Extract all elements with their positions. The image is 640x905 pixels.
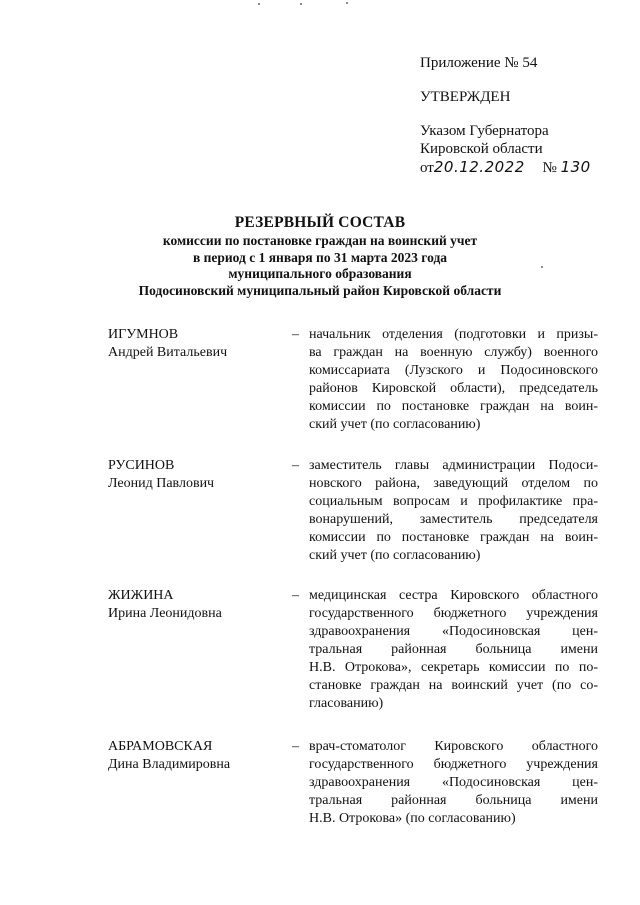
description-line: новского района, заведующий отделом по xyxy=(309,476,598,491)
decree-line-2: Кировской области xyxy=(420,141,543,157)
description-line: заместитель главы администрации Подоси- xyxy=(309,458,598,473)
member-name xyxy=(108,738,288,774)
member-surname: РУСИНОВ xyxy=(108,458,175,473)
description-line: начальник отделения (подготовки и призы- xyxy=(309,327,598,342)
member-given-names: Дина Владимировна xyxy=(108,757,231,772)
description-line: Н.В. Отрокова», секретарь комиссии по по- xyxy=(309,660,598,675)
member-surname: ИГУМНОВ xyxy=(108,327,179,342)
member-surname: АБРАМОВСКАЯ xyxy=(108,739,213,754)
appendix-number: Приложение № 54 xyxy=(420,55,538,71)
description-line: государственного бюджетного учреждения xyxy=(309,606,598,621)
list-item xyxy=(108,738,598,828)
member-description xyxy=(309,457,598,565)
member-given-names: Леонид Павлович xyxy=(108,476,215,491)
list-item xyxy=(108,457,598,565)
description-line: ва граждан на военную службу) военного xyxy=(309,345,598,360)
member-description xyxy=(309,738,598,828)
description-line: медицинская сестра Кировского областного xyxy=(309,588,598,603)
title-line-5: Подосиновский муниципальный район Кировской области xyxy=(138,282,502,298)
member-description xyxy=(309,587,598,713)
member-name xyxy=(108,326,288,362)
member-given-names: Ирина Леонидовна xyxy=(108,606,222,621)
approved-stamp-text: УТВЕРЖДЕН xyxy=(420,89,511,105)
description-line: гласованию) xyxy=(309,696,384,711)
list-item xyxy=(108,587,598,713)
member-list xyxy=(108,326,598,828)
description-line: врач-стоматолог Кировского областного xyxy=(309,739,598,754)
description-line: ский учет (по согласованию) xyxy=(309,417,481,432)
number-label: № xyxy=(542,160,557,176)
title-line-2: комиссии по постановке граждан на воинский учет xyxy=(162,233,478,248)
handwritten-number: 130 xyxy=(560,158,591,176)
description-line: комиссии по постановке граждан на воин- xyxy=(309,530,598,545)
scan-speck xyxy=(346,2,348,4)
title-line-3: в период с 1 января по 31 марта 2023 года xyxy=(192,249,448,265)
description-line: комиссии по постановке граждан на воин- xyxy=(309,399,598,414)
description-line: становке граждан на воинский учет (по со- xyxy=(309,678,598,693)
member-given-names: Андрей Витальевич xyxy=(108,345,228,360)
description-line: государственного бюджетного учреждения xyxy=(309,757,598,772)
description-line: тральная районная больница имени xyxy=(309,642,598,657)
title-heading: РЕЗЕРВНЫЙ СОСТАВ xyxy=(234,214,406,231)
dash-separator: – xyxy=(292,327,299,342)
handwritten-date: 20.12.2022 xyxy=(433,158,525,176)
date-prefix: от xyxy=(420,160,434,176)
scan-speck xyxy=(258,3,260,5)
member-name xyxy=(108,587,288,623)
approval-block xyxy=(420,54,630,177)
dash-separator: – xyxy=(292,458,299,473)
scan-speck xyxy=(300,3,302,5)
description-line: ский учет (по согласованию) xyxy=(309,548,481,563)
description-line: здравоохранения «Подосиновская цен- xyxy=(309,775,598,790)
description-line: Н.В. Отрокова» (по согласованию) xyxy=(309,811,516,826)
decree-line-1: Указом Губернатора xyxy=(420,123,549,139)
description-line: тральная районная больница имени xyxy=(309,793,598,808)
title-line-4: муниципального образования xyxy=(228,266,412,281)
decree-date-line xyxy=(420,158,630,177)
description-line: социальным вопросам и профилактике пра- xyxy=(309,494,598,509)
member-description xyxy=(309,326,598,434)
member-surname: ЖИЖИНА xyxy=(108,588,174,603)
description-line: комиссариата (Лузского и Подосиновского xyxy=(309,363,598,378)
dash-separator: – xyxy=(292,588,299,603)
description-line: районов Кировской области), председатель xyxy=(309,381,598,396)
list-item xyxy=(108,326,598,434)
description-line: здравоохранения «Подосиновская цен- xyxy=(309,624,598,639)
dash-separator: – xyxy=(292,739,299,754)
document-title xyxy=(0,213,640,299)
member-name xyxy=(108,457,288,493)
description-line: вонарушений, заместитель председателя xyxy=(309,512,598,527)
